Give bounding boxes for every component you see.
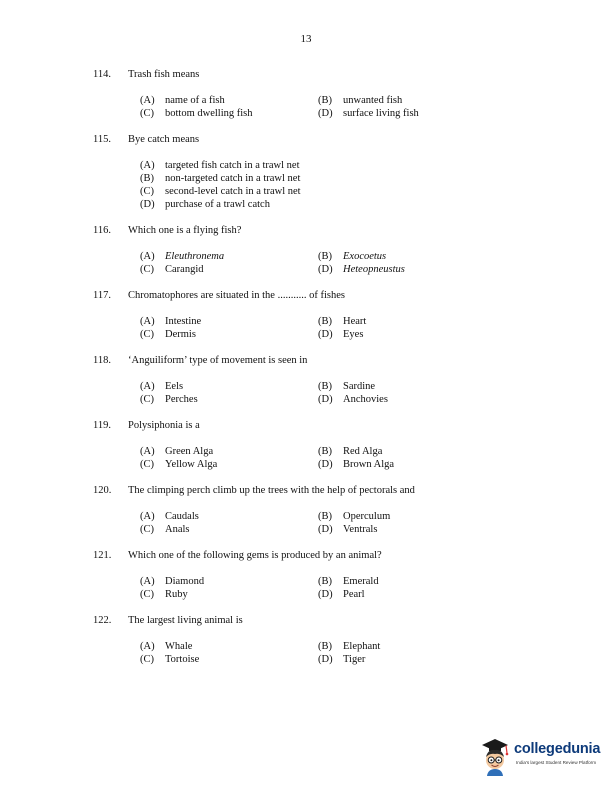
option-b: (B) Heart bbox=[318, 316, 367, 327]
option-a: (A) Caudals bbox=[140, 511, 199, 522]
question-number: 120. bbox=[93, 485, 112, 496]
collegedunia-logo[interactable] bbox=[478, 736, 606, 780]
option-b: (B) Sardine bbox=[318, 381, 376, 392]
option-a: (A) name of a fish bbox=[140, 95, 225, 106]
option-a: (A) Intestine bbox=[140, 316, 202, 327]
logo-tagline: India's largest Student Review Platform bbox=[516, 760, 597, 765]
option-a: (A) Eels bbox=[140, 381, 184, 392]
question-number: 119. bbox=[93, 420, 111, 431]
option-d: (D) Eyes bbox=[318, 329, 364, 340]
question-text: Bye catch means bbox=[128, 134, 200, 145]
logo-wordmark: collegedunia bbox=[514, 741, 601, 757]
question-text: The climping perch climb up the trees with the help of pectorals and bbox=[128, 485, 415, 496]
question-number: 121. bbox=[93, 550, 112, 561]
option-a: (A) Diamond bbox=[140, 576, 205, 587]
option-d: (D) surface living fish bbox=[318, 108, 419, 119]
option-c: (C) Dermis bbox=[140, 329, 196, 340]
question-text: ‘Anguiliform’ type of movement is seen in bbox=[128, 355, 308, 366]
option-c: (C) bottom dwelling fish bbox=[140, 108, 253, 119]
question-number: 116. bbox=[93, 225, 111, 236]
question-text: Chromatophores are situated in the ........... of fishes bbox=[128, 290, 345, 301]
question-number: 114. bbox=[93, 69, 111, 80]
option-d: (D) purchase of a trawl catch bbox=[140, 199, 270, 210]
option-b: (B) unwanted fish bbox=[318, 95, 403, 106]
option-c: (C) Anals bbox=[140, 524, 190, 535]
question-number: 118. bbox=[93, 355, 111, 366]
page-number: 13 bbox=[300, 33, 312, 45]
option-b: (B) Elephant bbox=[318, 641, 381, 652]
option-b: (B) non-targeted catch in a trawl net bbox=[140, 173, 301, 184]
option-a: (A) Green Alga bbox=[140, 446, 214, 457]
option-c: (C) Tortoise bbox=[140, 654, 200, 665]
option-c: (C) Yellow Alga bbox=[140, 459, 218, 470]
question-text: Trash fish means bbox=[128, 69, 200, 80]
option-d: (D) Heteopneustus bbox=[318, 264, 405, 275]
option-c: (C) second-level catch in a trawl net bbox=[140, 186, 301, 197]
option-a: (A) Eleuthronema bbox=[140, 251, 225, 262]
option-c: (C) Ruby bbox=[140, 589, 188, 600]
option-b: (B) Emerald bbox=[318, 576, 379, 587]
option-d: (D) Ventrals bbox=[318, 524, 378, 535]
option-a: (A) targeted fish catch in a trawl net bbox=[140, 160, 300, 171]
option-a: (A) Whale bbox=[140, 641, 193, 652]
option-d: (D) Tiger bbox=[318, 654, 366, 665]
option-d: (D) Brown Alga bbox=[318, 459, 395, 470]
question-number: 115. bbox=[93, 134, 111, 145]
option-d: (D) Pearl bbox=[318, 589, 365, 600]
question-text: Which one of the following gems is produced by an animal? bbox=[128, 550, 382, 561]
question-number: 122. bbox=[93, 615, 112, 626]
question-text: Which one is a flying fish? bbox=[128, 225, 242, 236]
option-c: (C) Perches bbox=[140, 394, 198, 405]
option-b: (B) Exocoetus bbox=[318, 251, 387, 262]
question-text: The largest living animal is bbox=[128, 615, 243, 626]
question-text: Polysiphonia is a bbox=[128, 420, 200, 431]
option-b: (B) Red Alga bbox=[318, 446, 383, 457]
mascot-icon bbox=[478, 736, 512, 776]
question-number: 117. bbox=[93, 290, 111, 301]
option-c: (C) Carangid bbox=[140, 264, 204, 275]
option-b: (B) Operculum bbox=[318, 511, 391, 522]
option-d: (D) Anchovies bbox=[318, 394, 388, 405]
